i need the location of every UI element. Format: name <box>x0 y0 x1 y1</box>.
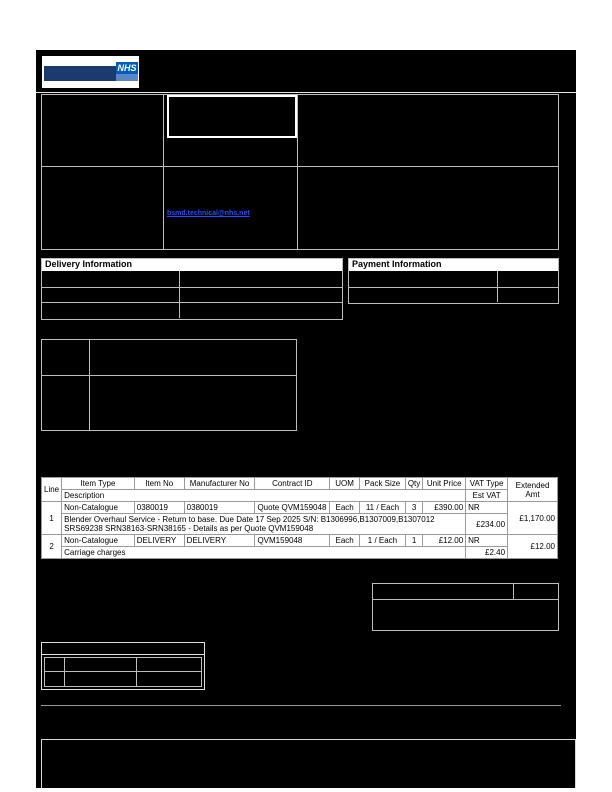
row-uom: Each <box>330 535 360 547</box>
approvals-divider <box>44 671 202 672</box>
table-header-row <box>42 478 558 490</box>
grid-divider <box>41 166 559 167</box>
grid-divider <box>163 94 164 250</box>
email-link[interactable]: bsmd.technical@nhs.net <box>167 210 250 217</box>
delivery-row-divider <box>42 302 342 303</box>
logo-strip <box>116 74 138 81</box>
logo-banner <box>44 66 116 81</box>
row-description: Carriage charges <box>62 547 466 559</box>
payment-information-heading: Payment Information <box>348 258 559 271</box>
purchase-order-page <box>36 50 576 788</box>
row-item-type: Non-Catalogue <box>62 502 135 514</box>
header-qty: Qty <box>405 478 422 490</box>
row-manufacturer-no: DELIVERY <box>184 535 255 547</box>
header-item-no: Item No <box>134 478 184 490</box>
row-qty: 3 <box>405 502 422 514</box>
approvals-divider <box>64 657 65 687</box>
table-row <box>42 502 558 514</box>
delivery-row-divider <box>42 287 342 288</box>
payment-information-table <box>348 258 559 304</box>
row-vat-type: NR <box>466 535 508 547</box>
header-extended-amt: Extended Amt <box>508 478 558 502</box>
address-grid <box>41 94 559 250</box>
footer-box <box>41 739 576 788</box>
row-uom: Each <box>330 502 360 514</box>
table-subheader-row <box>42 490 558 502</box>
header-line: Line <box>42 478 62 502</box>
row-est-vat: £234.00 <box>466 514 508 535</box>
row-qty: 1 <box>405 535 422 547</box>
approvals-divider <box>41 654 205 655</box>
row-manufacturer-no: 0380019 <box>184 502 255 514</box>
table-row-description <box>42 547 558 559</box>
notes-box <box>41 339 297 431</box>
header-description: Description <box>62 490 466 502</box>
row-line: 2 <box>42 535 62 559</box>
row-pack-size: 11 / Each <box>360 502 406 514</box>
notes-divider <box>89 339 90 431</box>
line-items-table <box>41 477 558 559</box>
table-row <box>42 535 558 547</box>
nhs-logo <box>42 56 139 88</box>
totals-divider <box>513 583 514 599</box>
row-contract-id: Quote QVM159048 <box>255 502 330 514</box>
nhs-logo-text: NHS <box>117 63 137 73</box>
notes-divider <box>41 375 297 376</box>
table-row-description <box>42 514 558 535</box>
totals-divider <box>372 599 559 600</box>
header-unit-price: Unit Price <box>423 478 466 490</box>
row-vat-type: NR <box>466 502 508 514</box>
approvals-divider <box>136 657 137 687</box>
header-manufacturer-no: Manufacturer No <box>184 478 255 490</box>
header-item-type: Item Type <box>62 478 135 490</box>
row-item-type: Non-Catalogue <box>62 535 135 547</box>
row-description: Blender Overhaul Service - Return to base. Due Date 17 Sep 2025 S/N: B1306996,B1307009,B1307012 SRS69238 SRN38163-SRN38165 - Details as per Quote QVM159048 <box>62 514 466 535</box>
approvals-grid <box>44 657 202 687</box>
header-pack-size: Pack Size <box>360 478 406 490</box>
header-divider <box>36 92 576 93</box>
row-item-no: DELIVERY <box>134 535 184 547</box>
row-contract-id: QVM159048 <box>255 535 330 547</box>
totals-box <box>372 583 559 631</box>
row-extended-amt: £1,170.00 <box>508 502 558 535</box>
footer-divider <box>41 705 561 706</box>
row-item-no: 0380019 <box>134 502 184 514</box>
delivery-information-table <box>41 258 343 320</box>
header-vat-type: VAT Type <box>466 478 508 490</box>
row-line: 1 <box>42 502 62 535</box>
delivery-information-heading: Delivery Information <box>41 258 343 271</box>
grid-divider <box>297 94 298 250</box>
delivery-column-divider <box>179 271 180 318</box>
header-contract-id: Contract ID <box>255 478 330 490</box>
row-unit-price: £390.00 <box>423 502 466 514</box>
header-uom: UOM <box>330 478 360 490</box>
row-est-vat: £2.40 <box>466 547 508 559</box>
order-number-box <box>167 95 297 138</box>
row-unit-price: £12.00 <box>423 535 466 547</box>
header-est-vat: Est VAT <box>466 490 508 502</box>
row-extended-amt: £12.00 <box>508 535 558 559</box>
payment-row-divider <box>349 287 558 288</box>
row-pack-size: 1 / Each <box>360 535 406 547</box>
